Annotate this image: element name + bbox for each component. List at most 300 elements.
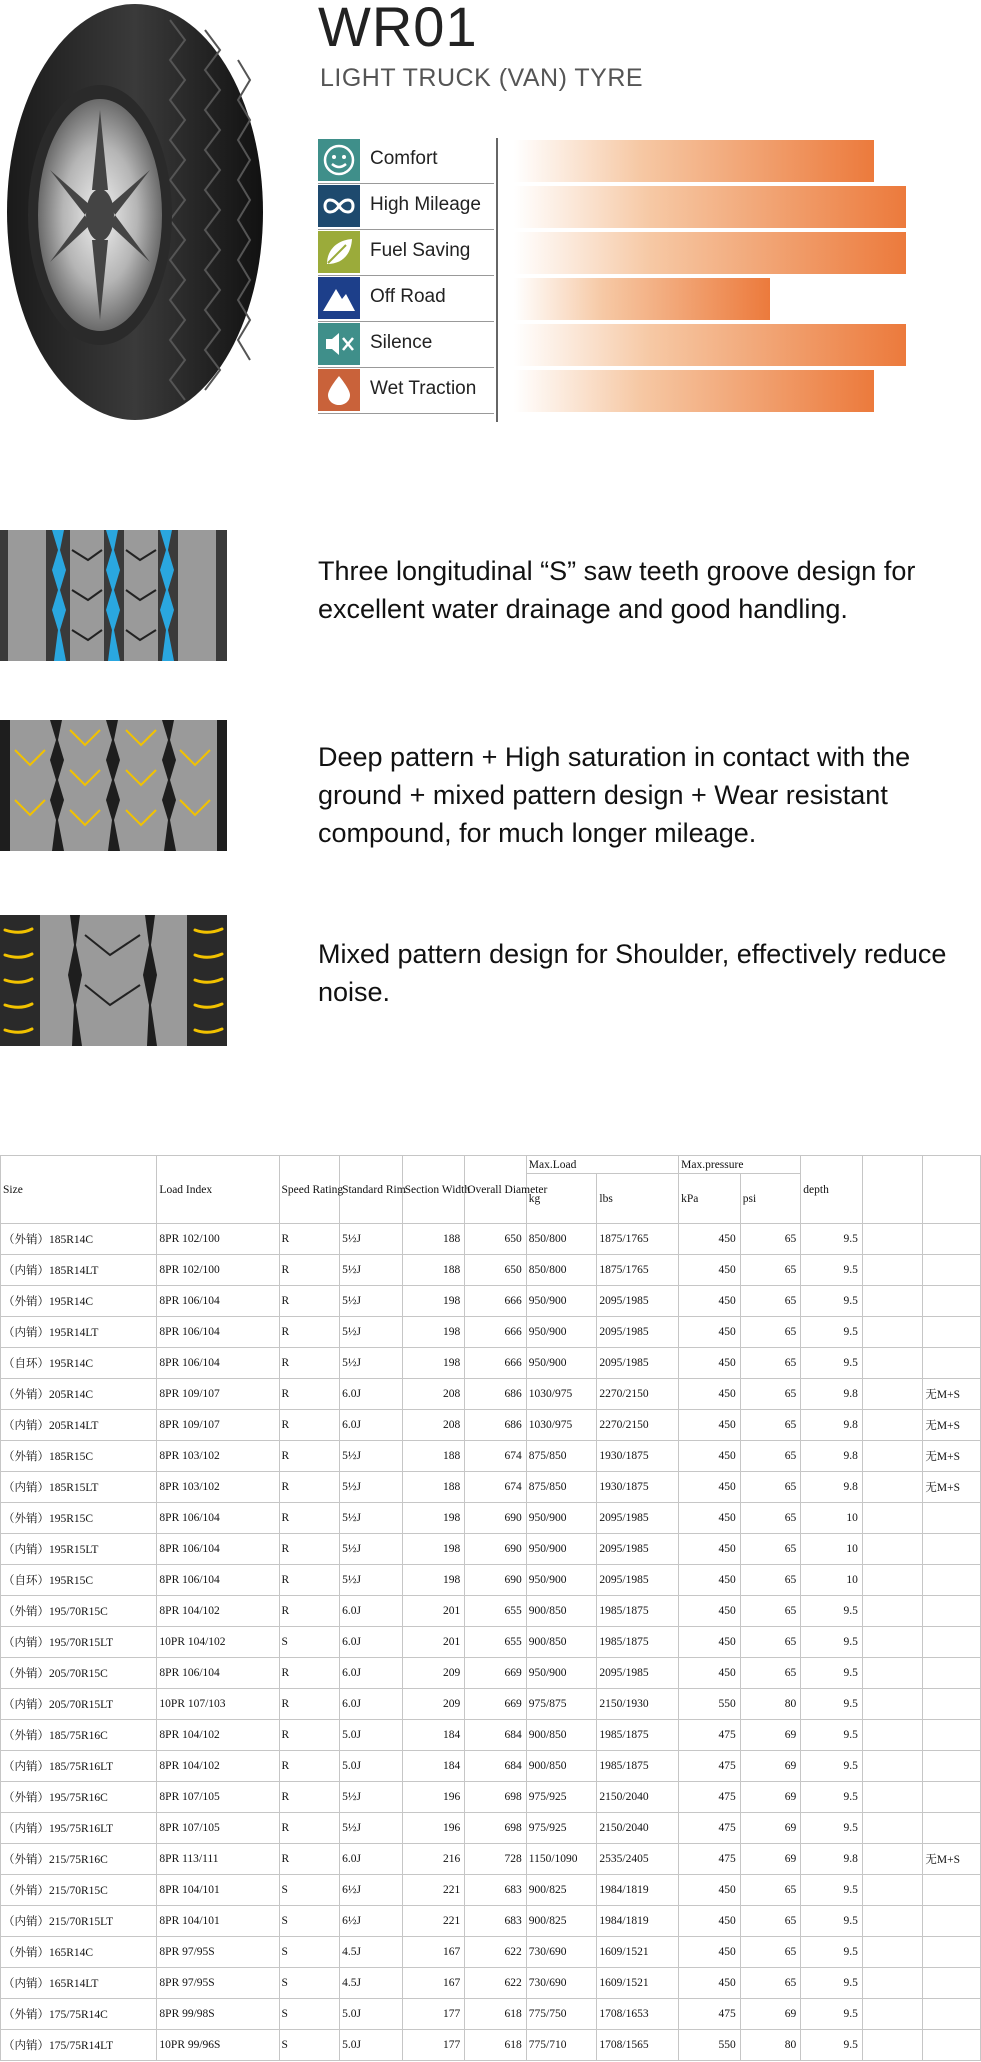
table-cell: 5½J xyxy=(340,1782,403,1813)
table-row xyxy=(1,1348,981,1379)
table-cell: 6.0J xyxy=(340,1844,403,1875)
rating-label: Off Road xyxy=(370,286,446,307)
table-cell: 9.5 xyxy=(801,1751,863,1782)
rating-bar xyxy=(514,232,906,274)
table-cell: （自环）195R15C xyxy=(1,1565,157,1596)
rating-row-silence xyxy=(318,322,918,368)
table-cell-note: 无M+S xyxy=(923,1441,981,1472)
table-cell: （外销）185R14C xyxy=(1,1224,157,1255)
table-cell-note xyxy=(923,1813,981,1844)
table-cell xyxy=(862,1844,923,1875)
table-row xyxy=(1,1782,981,1813)
table-cell: 1609/1521 xyxy=(597,1937,679,1968)
rating-bar-track xyxy=(514,370,914,412)
table-cell xyxy=(862,1813,923,1844)
table-cell: 728 xyxy=(465,1844,527,1875)
table-cell: 9.5 xyxy=(801,1906,863,1937)
table-cell: （内销）205R14LT xyxy=(1,1410,157,1441)
water-drop-icon xyxy=(318,369,360,411)
rating-row-wet-traction xyxy=(318,368,918,414)
table-row xyxy=(1,1751,981,1782)
table-cell: 450 xyxy=(679,1565,741,1596)
table-cell: 8PR 97/95S xyxy=(157,1968,279,1999)
table-cell: 900/850 xyxy=(526,1720,597,1751)
table-cell: 9.5 xyxy=(801,1937,863,1968)
table-cell: 65 xyxy=(740,1472,801,1503)
table-cell: 69 xyxy=(740,1813,801,1844)
table-cell: 1875/1765 xyxy=(597,1224,679,1255)
table-cell: S xyxy=(279,1906,340,1937)
table-cell: R xyxy=(279,1844,340,1875)
table-cell: 80 xyxy=(740,2030,801,2061)
table-row xyxy=(1,1317,981,1348)
spec-table-body xyxy=(1,1224,981,2061)
table-cell: 1708/1565 xyxy=(597,2030,679,2061)
table-cell: 1875/1765 xyxy=(597,1255,679,1286)
feature-text-1: Three longitudinal “S” saw teeth groove design for excellent water drainage and good handling. xyxy=(318,556,916,624)
table-cell: 69 xyxy=(740,1999,801,2030)
table-cell: 650 xyxy=(465,1255,527,1286)
table-cell-note xyxy=(923,1875,981,1906)
table-cell xyxy=(862,1255,923,1286)
table-cell: 65 xyxy=(740,1875,801,1906)
table-cell: 730/690 xyxy=(526,1937,597,1968)
table-cell: 683 xyxy=(465,1875,527,1906)
rating-row-comfort xyxy=(318,138,918,184)
table-cell: 775/750 xyxy=(526,1999,597,2030)
table-cell: 674 xyxy=(465,1472,527,1503)
table-cell: 1030/975 xyxy=(526,1410,597,1441)
table-cell-note xyxy=(923,1751,981,1782)
table-cell: 5½J xyxy=(340,1534,403,1565)
table-cell xyxy=(862,1906,923,1937)
table-row xyxy=(1,1224,981,1255)
table-cell: （内销）195R15LT xyxy=(1,1534,157,1565)
header-speed-rating: Speed Rating xyxy=(279,1156,340,1224)
table-cell: 65 xyxy=(740,1224,801,1255)
table-cell: 2270/2150 xyxy=(597,1410,679,1441)
table-cell: 69 xyxy=(740,1751,801,1782)
table-cell: 475 xyxy=(679,1782,741,1813)
rating-bar-track xyxy=(514,278,914,320)
table-cell: （外销）165R14C xyxy=(1,1937,157,1968)
table-cell: 450 xyxy=(679,1906,741,1937)
table-cell: 167 xyxy=(402,1968,465,1999)
table-cell: 198 xyxy=(402,1503,465,1534)
table-cell: 450 xyxy=(679,1379,741,1410)
table-cell: 8PR 113/111 xyxy=(157,1844,279,1875)
table-cell: 65 xyxy=(740,1534,801,1565)
table-cell: 1984/1819 xyxy=(597,1875,679,1906)
table-cell: 450 xyxy=(679,1937,741,1968)
table-cell: 8PR 104/101 xyxy=(157,1906,279,1937)
table-row xyxy=(1,1844,981,1875)
table-cell: 65 xyxy=(740,1968,801,1999)
rating-bar xyxy=(514,140,874,182)
table-cell: 8PR 99/98S xyxy=(157,1999,279,2030)
table-cell-note xyxy=(923,1720,981,1751)
table-row xyxy=(1,1565,981,1596)
table-cell xyxy=(862,1534,923,1565)
table-row xyxy=(1,1286,981,1317)
table-cell: 9.5 xyxy=(801,1968,863,1999)
table-cell: 698 xyxy=(465,1813,527,1844)
table-cell-note xyxy=(923,1689,981,1720)
table-cell xyxy=(862,1720,923,1751)
table-cell: 900/850 xyxy=(526,1751,597,1782)
table-cell: R xyxy=(279,1255,340,1286)
table-cell: 686 xyxy=(465,1379,527,1410)
table-cell: 209 xyxy=(402,1689,465,1720)
tyre-image xyxy=(0,0,270,425)
table-cell: 950/900 xyxy=(526,1317,597,1348)
table-row xyxy=(1,1906,981,1937)
table-cell: 1150/1090 xyxy=(526,1844,597,1875)
rating-underline xyxy=(318,413,494,414)
table-row xyxy=(1,1596,981,1627)
table-cell: R xyxy=(279,1286,340,1317)
table-cell: 9.5 xyxy=(801,1813,863,1844)
table-cell: 8PR 104/102 xyxy=(157,1596,279,1627)
table-cell-note xyxy=(923,1937,981,1968)
table-cell: 8PR 106/104 xyxy=(157,1534,279,1565)
table-cell: （内销）185R14LT xyxy=(1,1255,157,1286)
table-cell: 9.5 xyxy=(801,1782,863,1813)
table-cell: 475 xyxy=(679,1751,741,1782)
table-row xyxy=(1,2030,981,2061)
table-cell: 10PR 99/96S xyxy=(157,2030,279,2061)
table-cell-note xyxy=(923,1968,981,1999)
table-cell xyxy=(862,1968,923,1999)
table-cell: S xyxy=(279,1999,340,2030)
table-cell: 669 xyxy=(465,1689,527,1720)
table-cell: 8PR 106/104 xyxy=(157,1317,279,1348)
table-cell: 622 xyxy=(465,1968,527,1999)
rating-label: Silence xyxy=(370,332,433,353)
table-cell xyxy=(862,1410,923,1441)
table-cell: 475 xyxy=(679,1999,741,2030)
header-standard-rim: Standard Rim xyxy=(340,1156,403,1224)
table-row xyxy=(1,1534,981,1565)
table-cell: 8PR 104/102 xyxy=(157,1751,279,1782)
table-cell: 674 xyxy=(465,1441,527,1472)
table-cell: （内销）175/75R14LT xyxy=(1,2030,157,2061)
table-cell-note: 无M+S xyxy=(923,1410,981,1441)
table-row xyxy=(1,1441,981,1472)
product-subtitle: LIGHT TRUCK (VAN) TYRE xyxy=(320,64,644,92)
table-cell: 65 xyxy=(740,1596,801,1627)
table-cell: 1985/1875 xyxy=(597,1596,679,1627)
table-cell: （外销）195R15C xyxy=(1,1503,157,1534)
table-cell: 216 xyxy=(402,1844,465,1875)
rating-bar xyxy=(514,278,770,320)
rating-label: High Mileage xyxy=(370,194,481,215)
table-cell: 188 xyxy=(402,1224,465,1255)
table-cell: 950/900 xyxy=(526,1534,597,1565)
table-cell: 5.0J xyxy=(340,2030,403,2061)
table-cell: 450 xyxy=(679,1658,741,1689)
table-cell: R xyxy=(279,1782,340,1813)
table-cell: 850/800 xyxy=(526,1255,597,1286)
rating-bar-track xyxy=(514,324,914,366)
spec-table xyxy=(0,1155,981,2061)
table-cell: 221 xyxy=(402,1906,465,1937)
table-cell: 9.5 xyxy=(801,1627,863,1658)
rating-bar xyxy=(514,324,906,366)
table-cell: 1985/1875 xyxy=(597,1627,679,1658)
table-cell: 65 xyxy=(740,1348,801,1379)
table-row xyxy=(1,1813,981,1844)
table-cell: 184 xyxy=(402,1720,465,1751)
table-cell: 188 xyxy=(402,1472,465,1503)
table-cell: 5½J xyxy=(340,1255,403,1286)
table-cell: R xyxy=(279,1565,340,1596)
header-kpa: kPa xyxy=(679,1174,741,1224)
header-section-width: Section Width xyxy=(402,1156,465,1224)
table-cell-note xyxy=(923,1255,981,1286)
table-cell: 167 xyxy=(402,1937,465,1968)
table-row xyxy=(1,1968,981,1999)
table-row xyxy=(1,1658,981,1689)
rating-row-high-mileage xyxy=(318,184,918,230)
table-cell: 684 xyxy=(465,1720,527,1751)
infinity-icon xyxy=(318,185,360,227)
table-cell: 2095/1985 xyxy=(597,1565,679,1596)
table-cell xyxy=(862,1689,923,1720)
table-cell: 475 xyxy=(679,1813,741,1844)
table-cell: 450 xyxy=(679,1875,741,1906)
table-cell: R xyxy=(279,1596,340,1627)
table-cell: 450 xyxy=(679,1441,741,1472)
table-cell: （内销）195/75R16LT xyxy=(1,1813,157,1844)
table-cell: 6.0J xyxy=(340,1410,403,1441)
table-cell: 875/850 xyxy=(526,1441,597,1472)
table-cell: （外销）185R15C xyxy=(1,1441,157,1472)
table-cell: 209 xyxy=(402,1658,465,1689)
table-cell: 1930/1875 xyxy=(597,1441,679,1472)
table-cell: 8PR 107/105 xyxy=(157,1782,279,1813)
table-cell xyxy=(862,1472,923,1503)
table-cell: 1708/1653 xyxy=(597,1999,679,2030)
table-cell: 9.5 xyxy=(801,1689,863,1720)
table-cell: R xyxy=(279,1813,340,1844)
table-cell: 4.5J xyxy=(340,1968,403,1999)
table-cell-note xyxy=(923,1224,981,1255)
table-cell: 65 xyxy=(740,1503,801,1534)
header-overall-diameter: Overall Diameter xyxy=(465,1156,527,1224)
table-cell-note xyxy=(923,1286,981,1317)
table-cell xyxy=(862,1348,923,1379)
table-cell xyxy=(862,1565,923,1596)
table-cell: 8PR 106/104 xyxy=(157,1503,279,1534)
table-cell: 950/900 xyxy=(526,1565,597,1596)
table-cell: 450 xyxy=(679,1472,741,1503)
table-cell: 9.8 xyxy=(801,1844,863,1875)
table-cell: 65 xyxy=(740,1317,801,1348)
table-cell: 65 xyxy=(740,1441,801,1472)
table-cell: 5.0J xyxy=(340,1720,403,1751)
header-blank-2 xyxy=(923,1156,981,1224)
header-kg: kg xyxy=(526,1174,597,1224)
table-cell: 198 xyxy=(402,1565,465,1596)
table-cell: 8PR 102/100 xyxy=(157,1255,279,1286)
smiley-icon xyxy=(318,139,360,181)
rating-bar xyxy=(514,186,906,228)
rating-bar-track xyxy=(514,140,914,182)
table-cell: 198 xyxy=(402,1317,465,1348)
table-cell: R xyxy=(279,1317,340,1348)
table-cell: （内销）215/70R15LT xyxy=(1,1906,157,1937)
table-cell: 8PR 106/104 xyxy=(157,1348,279,1379)
table-cell: 550 xyxy=(679,2030,741,2061)
table-cell: R xyxy=(279,1658,340,1689)
table-cell: 201 xyxy=(402,1596,465,1627)
table-cell: 5½J xyxy=(340,1286,403,1317)
table-cell: 8PR 103/102 xyxy=(157,1472,279,1503)
header-size: Size xyxy=(1,1156,157,1224)
table-cell: 730/690 xyxy=(526,1968,597,1999)
table-cell: 5½J xyxy=(340,1813,403,1844)
table-cell: R xyxy=(279,1534,340,1565)
table-cell: 65 xyxy=(740,1658,801,1689)
table-row xyxy=(1,1720,981,1751)
table-cell: 8PR 106/104 xyxy=(157,1286,279,1317)
table-cell: （外销）195R14C xyxy=(1,1286,157,1317)
table-cell xyxy=(862,1937,923,1968)
table-cell: 9.5 xyxy=(801,1658,863,1689)
table-cell-note: 无M+S xyxy=(923,1472,981,1503)
table-cell: 2095/1985 xyxy=(597,1317,679,1348)
table-cell: （外销）175/75R14C xyxy=(1,1999,157,2030)
table-cell-note xyxy=(923,1627,981,1658)
table-cell: （外销）185/75R16C xyxy=(1,1720,157,1751)
table-cell: R xyxy=(279,1472,340,1503)
table-cell: 8PR 107/105 xyxy=(157,1813,279,1844)
table-cell: 8PR 97/95S xyxy=(157,1937,279,1968)
table-cell: 5½J xyxy=(340,1441,403,1472)
table-cell: 208 xyxy=(402,1410,465,1441)
table-cell: 975/925 xyxy=(526,1813,597,1844)
table-cell: 5½J xyxy=(340,1348,403,1379)
table-cell: 900/825 xyxy=(526,1875,597,1906)
table-cell: 10 xyxy=(801,1565,863,1596)
table-cell: 8PR 104/101 xyxy=(157,1875,279,1906)
table-cell: 10 xyxy=(801,1503,863,1534)
table-cell: 450 xyxy=(679,1224,741,1255)
table-cell: 950/900 xyxy=(526,1286,597,1317)
table-cell: 8PR 103/102 xyxy=(157,1441,279,1472)
table-cell: 684 xyxy=(465,1751,527,1782)
table-row xyxy=(1,1410,981,1441)
table-cell: R xyxy=(279,1503,340,1534)
table-cell: 4.5J xyxy=(340,1937,403,1968)
table-cell: 975/925 xyxy=(526,1782,597,1813)
table-cell: 683 xyxy=(465,1906,527,1937)
table-cell: （外销）205/70R15C xyxy=(1,1658,157,1689)
table-cell: R xyxy=(279,1751,340,1782)
table-cell: （外销）195/70R15C xyxy=(1,1596,157,1627)
table-cell: 650 xyxy=(465,1224,527,1255)
table-cell xyxy=(862,1596,923,1627)
header-psi: psi xyxy=(740,1174,801,1224)
table-cell: 9.5 xyxy=(801,1317,863,1348)
table-cell: 5½J xyxy=(340,1503,403,1534)
rating-row-off-road xyxy=(318,276,918,322)
table-cell: 5½J xyxy=(340,1565,403,1596)
table-cell: 9.5 xyxy=(801,1875,863,1906)
table-cell xyxy=(862,1751,923,1782)
table-cell: 8PR 104/102 xyxy=(157,1720,279,1751)
tread-feature-image-3 xyxy=(0,915,227,1046)
table-cell: 5½J xyxy=(340,1224,403,1255)
table-cell: 2095/1985 xyxy=(597,1286,679,1317)
table-cell: 2095/1985 xyxy=(597,1348,679,1379)
table-cell: 2095/1985 xyxy=(597,1658,679,1689)
table-cell: 875/850 xyxy=(526,1472,597,1503)
table-cell: 2095/1985 xyxy=(597,1503,679,1534)
table-cell xyxy=(862,1999,923,2030)
table-cell-note xyxy=(923,2030,981,2061)
table-cell: 900/850 xyxy=(526,1627,597,1658)
table-cell: 65 xyxy=(740,1410,801,1441)
rating-label: Wet Traction xyxy=(370,378,477,399)
table-cell: 6.0J xyxy=(340,1627,403,1658)
table-cell: 201 xyxy=(402,1627,465,1658)
table-cell: 65 xyxy=(740,1906,801,1937)
table-cell: R xyxy=(279,1441,340,1472)
header-lbs: lbs xyxy=(597,1174,679,1224)
table-cell: 188 xyxy=(402,1441,465,1472)
table-cell: 618 xyxy=(465,1999,527,2030)
table-cell: （内销）185R15LT xyxy=(1,1472,157,1503)
table-cell: 450 xyxy=(679,1255,741,1286)
table-cell: 686 xyxy=(465,1410,527,1441)
table-cell: 450 xyxy=(679,1348,741,1379)
table-cell: 65 xyxy=(740,1379,801,1410)
table-cell: 198 xyxy=(402,1534,465,1565)
table-cell: R xyxy=(279,1689,340,1720)
table-row xyxy=(1,1999,981,2030)
table-cell: 65 xyxy=(740,1937,801,1968)
table-cell: 177 xyxy=(402,2030,465,2061)
table-cell: 9.5 xyxy=(801,1999,863,2030)
table-cell: 950/900 xyxy=(526,1658,597,1689)
rating-bar-track xyxy=(514,186,914,228)
performance-ratings xyxy=(318,138,918,414)
table-cell: R xyxy=(279,1379,340,1410)
table-cell: 10PR 107/103 xyxy=(157,1689,279,1720)
table-cell: 9.5 xyxy=(801,2030,863,2061)
table-cell: 2095/1985 xyxy=(597,1534,679,1565)
table-cell: （外销）205R14C xyxy=(1,1379,157,1410)
leaf-icon xyxy=(318,231,360,273)
rating-label: Comfort xyxy=(370,148,438,169)
table-cell-note xyxy=(923,1565,981,1596)
table-cell-note xyxy=(923,1534,981,1565)
table-cell: 8PR 106/104 xyxy=(157,1658,279,1689)
mountain-icon xyxy=(318,277,360,319)
table-cell: （外销）195/75R16C xyxy=(1,1782,157,1813)
table-cell: R xyxy=(279,1224,340,1255)
table-cell xyxy=(862,1627,923,1658)
speaker-mute-icon xyxy=(318,323,360,365)
table-cell: 2150/2040 xyxy=(597,1813,679,1844)
header-load-index: Load Index xyxy=(157,1156,279,1224)
table-cell: 9.5 xyxy=(801,1720,863,1751)
table-row xyxy=(1,1503,981,1534)
table-cell: S xyxy=(279,2030,340,2061)
rating-label: Fuel Saving xyxy=(370,240,471,261)
